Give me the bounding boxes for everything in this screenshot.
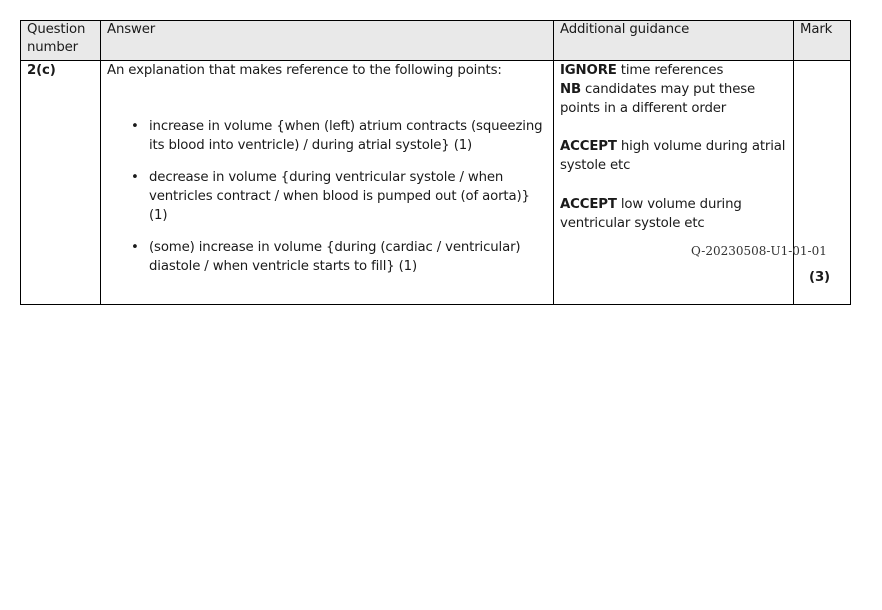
mark-cell bbox=[794, 61, 851, 305]
header-additional-guidance: Additional guidance bbox=[554, 21, 794, 61]
accept-high-text: high volume during atrial systole etc bbox=[560, 139, 786, 173]
answer-intro: An explanation that makes reference to the following points: bbox=[107, 63, 502, 78]
answer-points-list bbox=[107, 117, 547, 276]
header-mark: Mark bbox=[794, 21, 851, 61]
question-number: 2(c) bbox=[27, 63, 56, 78]
nb-text: candidates may put these points in a different order bbox=[560, 82, 756, 116]
ignore-keyword: IGNORE bbox=[560, 63, 617, 78]
guidance-accept-low bbox=[560, 195, 787, 233]
list-item: • (some) increase in volume {during (cardiac / ventricular) diastole / when ventricle starts to fill} (1) bbox=[107, 238, 547, 276]
accept-keyword: ACCEPT bbox=[560, 139, 617, 154]
accept-low-text: low volume during ventricular systole etc bbox=[560, 197, 742, 231]
header-row bbox=[21, 21, 851, 61]
accept-keyword: ACCEPT bbox=[560, 197, 617, 212]
table-row bbox=[21, 61, 851, 305]
list-item: • increase in volume {when (left) atrium contracts (squeezing its blood into ventricle) / during atrial systole} (1) bbox=[107, 117, 547, 155]
guidance-nb bbox=[560, 80, 787, 118]
mark-scheme-table bbox=[20, 20, 851, 305]
header-question-number: Question number bbox=[21, 21, 101, 61]
list-item: • decrease in volume {during ventricular systole / when ventricles contract / when blood is pumped out (of aorta)} (1) bbox=[107, 168, 547, 225]
header-answer: Answer bbox=[101, 21, 554, 61]
mark-value: (3) bbox=[809, 270, 830, 285]
guidance-accept-high bbox=[560, 137, 787, 175]
document-id-watermark: Q-20230508-U1-01-01 bbox=[691, 244, 827, 258]
nb-keyword: NB bbox=[560, 82, 581, 97]
guidance-cell bbox=[554, 61, 794, 305]
ignore-text: time references bbox=[616, 63, 724, 78]
guidance-ignore bbox=[560, 61, 787, 80]
question-number-cell bbox=[21, 61, 101, 305]
answer-cell bbox=[101, 61, 554, 305]
